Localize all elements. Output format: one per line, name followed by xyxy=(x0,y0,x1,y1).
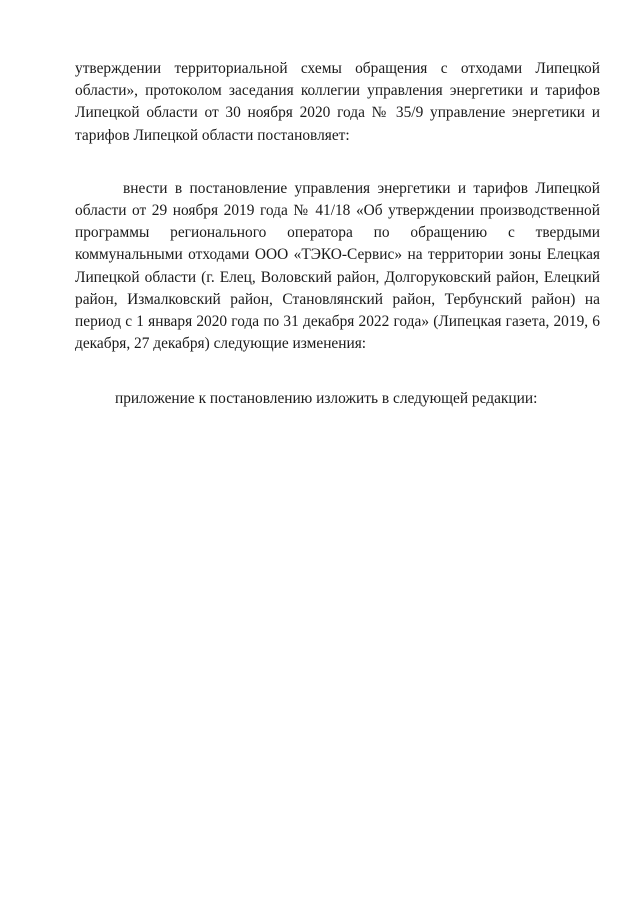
document-page xyxy=(75,58,600,411)
paragraph-resolution: внести в постановление управления энергетики и тарифов Липецкой области от 29 ноября 2019 года № 41/18 «Об утверждении производственной программы регионального оператора по обращению с твердыми коммунальными отходами ООО «ТЭКО-Сервис» на территории зоны Елецкая Липецкой области (г. Елец, Воловский район, Долгоруковский район, Елецкий район, Измалковский район, Становлянский район, Тербунский район) на период с 1 января 2020 года по 31 декабря 2022 года» (Липецкая газета, 2019, 6 декабря, 27 декабря) следующие изменения: xyxy=(75,179,600,353)
paragraph-amendment: приложение к постановлению изложить в следующей редакции: xyxy=(115,390,538,408)
paragraph-preamble: утверждении территориальной схемы обращения с отходами Липецкой области», протоколом заседания коллегии управления энергетики и тарифов Липецкой области от 30 ноября 2020 года № 35/9 управление энергетики и тарифов Липецкой области постановляет: xyxy=(75,60,600,144)
